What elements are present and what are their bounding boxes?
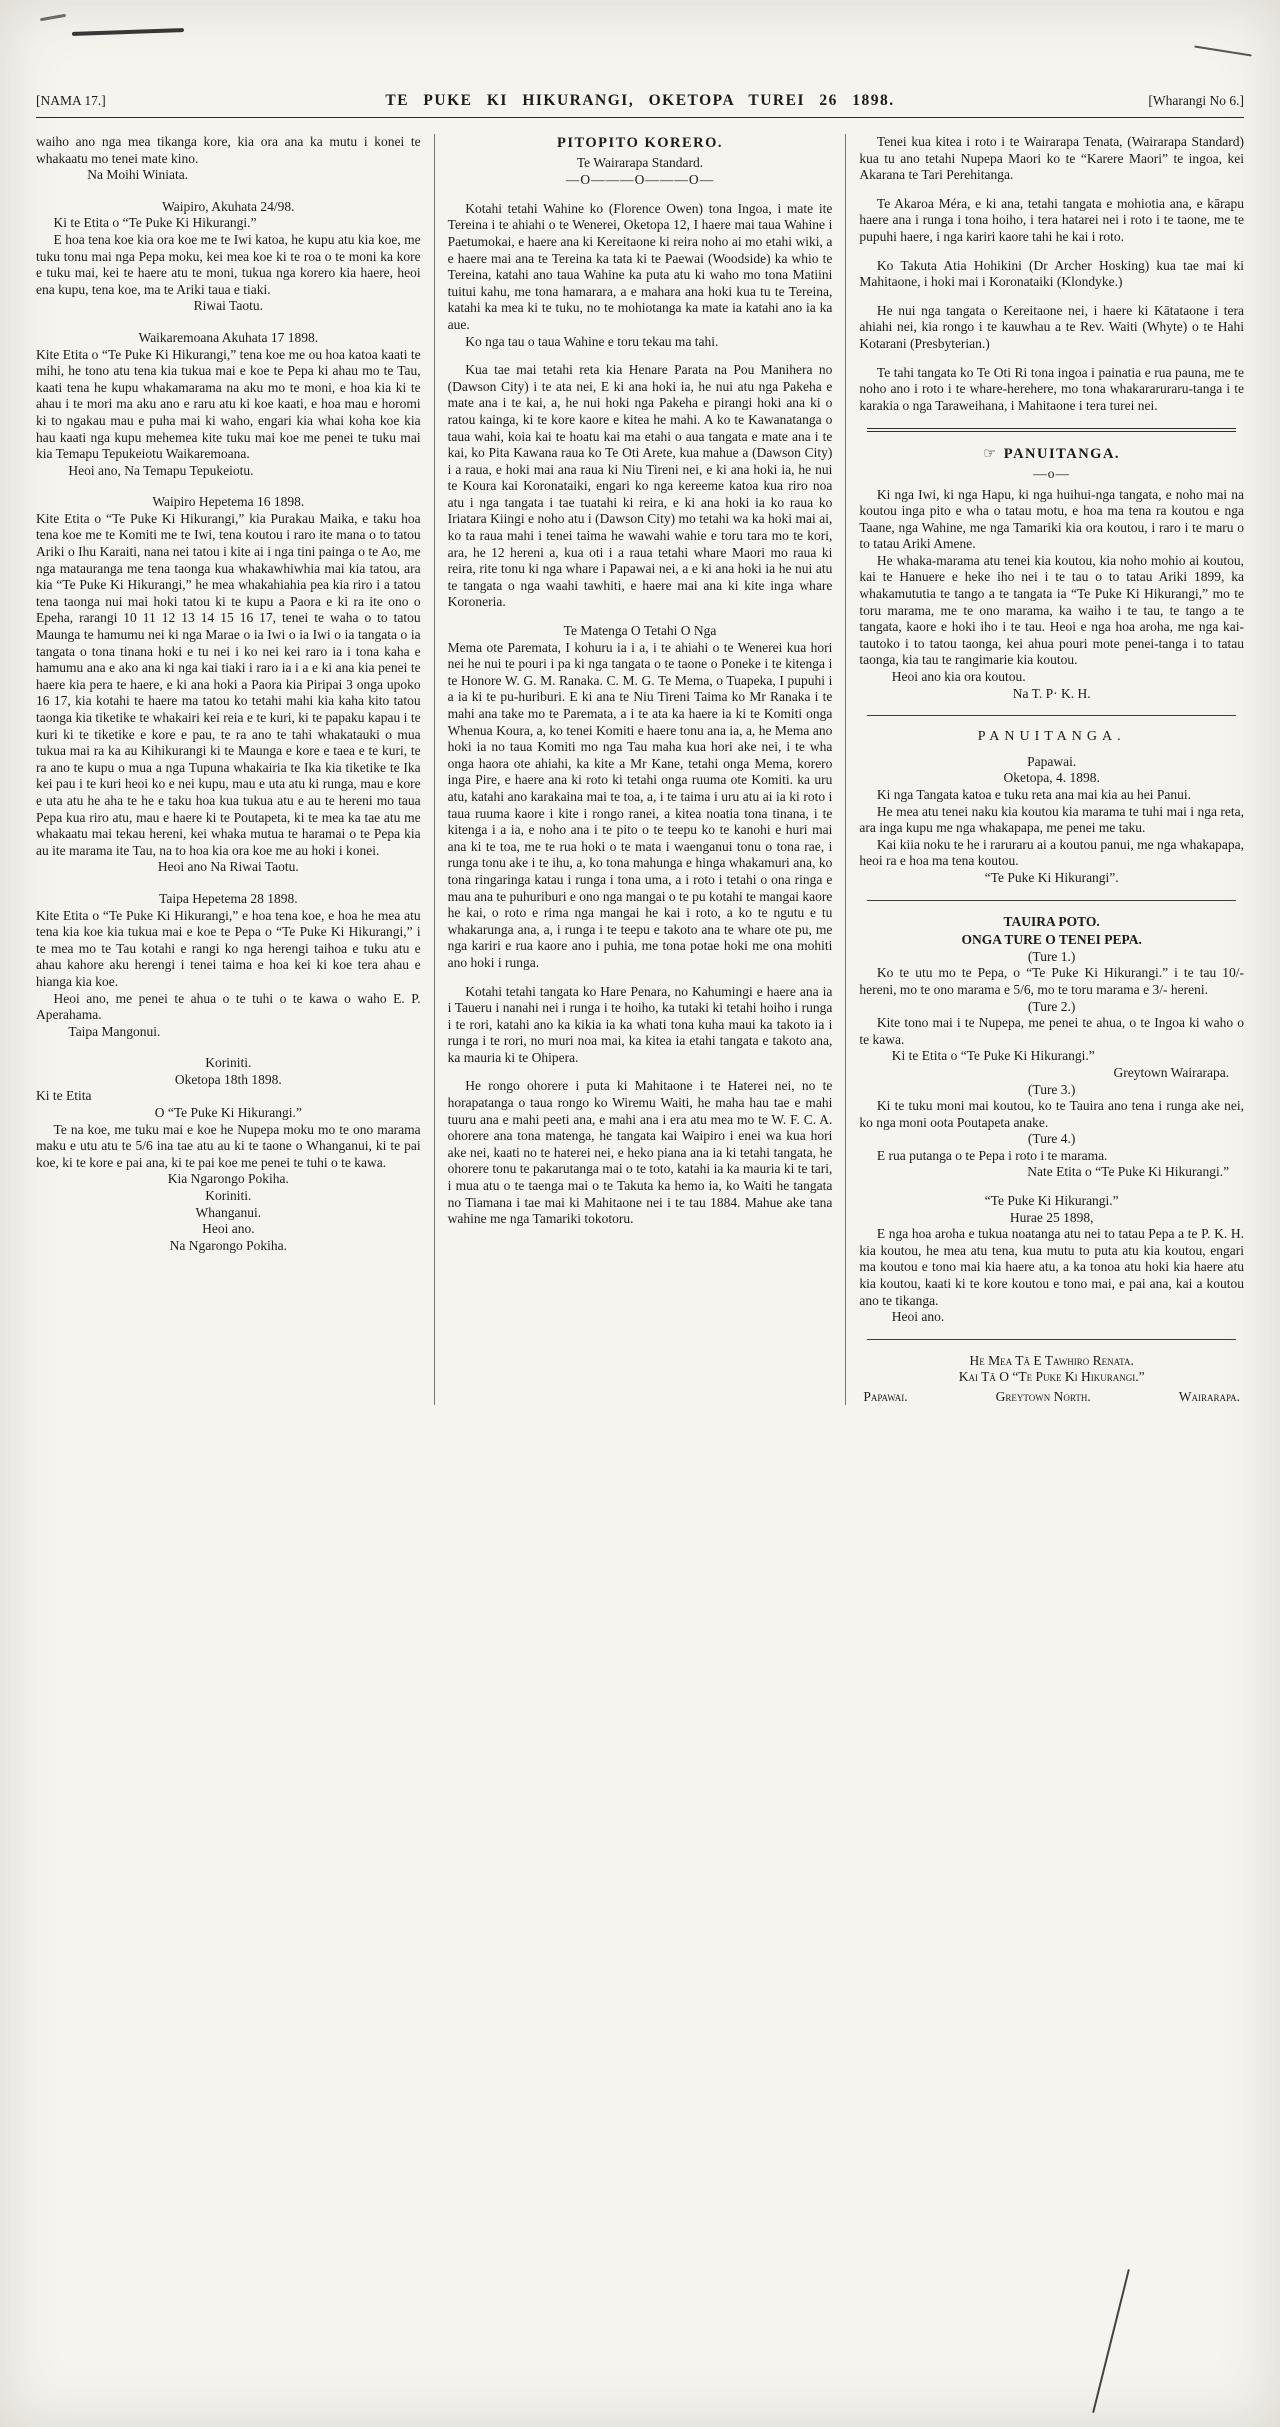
paragraph: He whaka-marama atu tenei kia koutou, kia noho mohio ai koutou, kai te Hanuere e heke iho nei i te tau o to tatau Ariki 1899, ka whakamututia te tango a te tangata ia “Te Puke Ki Hikurangi,” mo te toru marama, me te ono marama, ka waiho i te tau, te tango a te tangata, kaore e hoki iho i te tau. Heoi e nga hoa aroha, me nga kai-tautoko i to tatou taonga, kei ahua pouri mote penei-tanga i to tatau taonga, kia tau te rangimarie kia koutou.	[859, 552, 1245, 668]
columns	[36, 134, 1244, 1405]
dateline: Taipa Hepetema 28 1898.	[159, 890, 298, 906]
paragraph: Kite Etita o “Te Puke Ki Hikurangi,” kia Purakau Maika, e taku hoa tena koe me te Komiti me te Iwi, tena koutou i raro ite mana o to tatou Ariki o Ihu Karaiti, nana nei tatou i kite ai i nga tini painga o te Ao, me nga matauranga me tena taonga kua whakawhiwhia mai kia tatou, ara kia “Te Puke Ki Hikurangi,” he mea whakahiahia pea kia riro i a tatou tena taonga nui mai hoki tatou ki te kupu a Paora e ki ra ite ono o Epeha, rarangi 10 11 12 13 14 15 16 17, tenei te waha o to tatou Maunga te hamumu nei ki nga Marae o ia Iwi o ia Iwi o ia tangata o ia tangata o tona tinana hoki e tu nei i ko nei kei raro ia i tona kaha e hamumu ana e ako ana ki nga kai tiaki i raro ia i a e ki ana kia penei te haere kia pera te haere, e ki ana hoki a Paora kia Piripai 3 onga upoko 16 17, kia kotahi te haere ma tatou ko tetahi mahi kia kaha kito tatou taonga kia tiketike te whakairi kei reia e te kuri, ki te papaku kapau i te kuri ki te tiketike e kore e pau, te ra ano te tahi whakatauki o mua tukua mai ra ka au Kihikurangi ki te Maunga e kore e taea e te kuri, te ra ano te kupu o mua a nga Tupuna whakairia te Ika kia tiketike te Ika kei pau i te kuri heoi ko e nei kupu, mau e uta atu ki runga, mau e kore e uta atu he aha te he e taku hoa kua tukua atu e au te hereni mo taua Pepa kua riro atu, mau e haere ki te Poutapeta, ki te mea ka tae atu me whakaatu mai tekau hereni, kei whaka mutua te haramai o te Pepa kia au ite marama ite Tau, na to hoa kia ora koe me au hoki i konei.	[36, 510, 421, 858]
section-heading-label: PANUITANGA.	[1003, 446, 1121, 463]
paragraph: waiho ano nga mea tikanga kore, kia ora ana ka mutu i konei te whakaatu mo tenei mate kino.	[36, 134, 421, 166]
dateline: Oketopa, 4. 1898.	[1003, 770, 1100, 786]
masthead	[36, 92, 1244, 110]
imprint-line: He Mea Tā E Tawhiro Renata.	[969, 1352, 1134, 1368]
paragraph: Ko te utu mo te Pepa, o “Te Puke Ki Hikurangi.” i te tau 10/- hereni, mo te ono marama e 5/6, mo te toru marama e 3/- hereni.	[859, 965, 1245, 997]
salutation: O “Te Puke Ki Hikurangi.”	[154, 1105, 302, 1121]
dateline: Oketopa 18th 1898.	[174, 1071, 282, 1087]
section-heading: TAUIRA POTO.	[1003, 913, 1100, 929]
paragraph: Kite Etita o “Te Puke Ki Hikurangi,” e hoa tena koe, e hoa he mea atu tena kia koe kia tukua mai e koe te Pepa o “Te Puke Ki Hikurangi,” i te mea mo te Tau kotahi e rangi ko nga herengi taihoa e tuku atu e ahau kahore aku herengi i tenei taima e hoa kei ki koe tera ahau e hianga kia koe.	[36, 907, 421, 989]
column-center	[435, 134, 846, 1405]
ornament-divider: —o—	[1033, 465, 1071, 481]
paragraph: Ki nga Tangata katoa e tuku reta ana mai kia au hei Panui.	[876, 787, 1191, 802]
paragraph: Ki nga Iwi, ki nga Hapu, ki nga huihui-nga tangata, e noho mai na koutou inga pito e wha o tatau motu, e hoa ma tena ra koutou e nga Taane, nga Wahine, me nga Tamariki kia ora koutou, i raro i te maru o to tatau Ariki Amene.	[859, 486, 1245, 552]
scan-artifact	[72, 28, 184, 36]
rule-label: (Ture 4.)	[1027, 1131, 1076, 1147]
section-heading	[859, 446, 1244, 463]
dateline: Waipiro Hepetema 16 1898.	[152, 494, 305, 510]
signature: Heoi ano, Na Temapu Tepukeiotu.	[68, 462, 254, 478]
paragraph: Te tahi tangata ko Te Oti Ri tona ingoa i painatia e rua pauna, me te noho ano i roto i te whare-herehere, mo tona whakararuraru-tanga i te karakia o nga Taraweihana, i Mahitaone i tera turei nei.	[859, 364, 1245, 413]
source-line: Te Wairarapa Standard.	[576, 154, 704, 170]
section-rule	[867, 428, 1236, 432]
paragraph: Mema ote Paremata, I kohuru ia i a, i te ahiahi o te Wenerei kua hori nei he nui te pouri i pa ki nga tangata o te taone o Poneke i te kitenga i te Honore W. G. M. Ranaka. C. M. G. Te Mema, o Tuapeka, I pupuhi i a ia ki te pu-huriburi. E ki ana te Niu Tireni Taima ko Mr Ranaka i te mahi ana take mo te Paremata, a i te ata ka haere ia ki te Komiti onga Whenua Koura, a, ko tenei Komiti e haere tonu ana ia, a, he Mema ano hoki ia no taua Komiti mo nga Tau maha kua hori ake nei, i te wha onga haora ote ahiahi, ka kite a Mr Kane, tetahi onga Mema, korero inga Pire, e haere ana ki roto ki tetahi onga ruuma ote Komiti. ka uru atu, katahi ano karakaina mai te toa, a, i te taima i uru atu ai ia ki roto i taua ruuma kaore i kite i rongo ranei, a kitea noatia tona tinana, i te kitenga i a ia, e noho ana i te pito o te teepu ko te kanohi e huri mai ana ki te toa, me te rua hoki o te mata i waenganui tonu o tona rae, i runga tonu ake i te ihu, a, ko tona mahunga e hinga whakamuri ana, ko tona ringaringa katau i runga i tona uma, a i roto i tetahi o ona ringa e mau ana te puhuriburi e ono nga mangai o te pu kotahi te mangai kaore he kai, o roto e rima nga mangai he kai i roto, a ko te ngutu e tu whakarunga ana, a, i runga i te teepu e takoto ana te whare ote pu, me nga kariri e rua kaore ano i puhia, me tona potae hoki me ona mohiti ano hoki i runga.	[447, 639, 833, 970]
section-rule	[867, 715, 1236, 716]
scan-artifact	[1194, 45, 1252, 56]
pointing-hand-icon: ☞	[983, 446, 998, 463]
imprint-line: Kai Tā O “Te Puke Ki Hikurangi.”	[958, 1369, 1145, 1385]
dateline: Hurae 25 1898,	[1009, 1209, 1094, 1225]
section-subheading: ONGA TURE O TENEI PEPA.	[961, 932, 1142, 948]
paragraph: Kua tae mai tetahi reta kia Henare Parata na Pou Manihera no (Dawson City) i te ata nei, E ki ana hoki ia, he nui atu nga Pakeha e mate ana i te kai, a, he nui hoki nga Pakeha e pirangi hoki ana ki o ratou kainga, ki te kore kaore e kitea he mahi. A ko te Kawanatanga o taua wahi, koia kai te hoatu kai ma etahi o aua tangata e mate ana i te kai, ko Pita Kawana raua ko Te Oti Arete, kua mahue a (Dawson City) i a raua, e hoki mai ana raua ki Niu Tireni nei, e ki ana hoki ia, he nui te Koura kai Koronataiki, engari ko nga kereeme katoa kua riro noa atu i nga tangata i tae tuatahi ki reira, e ki ana hoki ia ko raua ko Iriatara Kiingi e noho atu i (Dawson City) mo tetahi wa ka hoki mai ai, ko ta raua mahi i tenei taima he wawahi wahie e toru tara mo te kori, ara, he 12 hereni a, kua oti i a raua tetahi whare Maori mo raua ki reira, rite tonu ki nga whare i Papawai nei, a e ki ana hoki ia he nui atu te tangata o nga waahi tawhiti, e haere mai ana ki kite inga whare Koroneria.	[447, 362, 833, 610]
signature: Na T. P· K. H.	[1012, 685, 1091, 701]
salutation: Ki te Etita	[36, 1088, 92, 1104]
paragraph: E nga hoa aroha e tukua noatanga atu nei to tatau Pepa a te P. K. H. kia koutou, he mea atu tena, kua mutu to puta atu kia koutou, engari ma koutou e tono mai kia haere atu, a ka tonoa atu hoki kia haere atu kia koutou, kaati ki te kore koutou e tono mai, e pai ana, kai a koutou ano te tikanga.	[859, 1226, 1245, 1308]
issue-number: [NAMA 17.]	[36, 93, 106, 108]
address-line: Ki te Etita o “Te Puke Ki Hikurangi.”	[891, 1048, 1095, 1064]
notice-heading: “Te Puke Ki Hikurangi.”	[984, 1193, 1119, 1209]
paragraph: Te na koe, me tuku mai e koe he Nupepa moku mo te ono marama maku e utu atu te 5/6 ina tae atu au ki te taone o Whanganui, ki te pai koe, ki te kore e pai ana, ki te pai koe me penei te tuhi o te kawa.	[36, 1121, 421, 1170]
address-line: Heoi ano.	[202, 1221, 255, 1237]
column-left	[36, 134, 434, 1405]
paragraph: Kai kiia noku te he i raruraru ai a koutou panui, me nga whakapapa, heoi ra e hoa ma tena koutou.	[859, 836, 1245, 869]
signature: Heoi ano Na Riwai Taotu.	[157, 859, 299, 875]
signature: Riwai Taotu.	[193, 298, 263, 314]
signature: Na Ngarongo Pokiha.	[169, 1237, 288, 1253]
paragraph: E rua putanga o te Pepa i roto i te marama.	[876, 1147, 1108, 1163]
paragraph: Heoi ano, me penei te ahua o te tuhi o te kawa o waho E. P. Aperahama.	[36, 990, 421, 1023]
rule-label: (Ture 1.)	[1027, 948, 1076, 964]
rule-label: (Ture 2.)	[1027, 998, 1076, 1014]
signature: Na Moihi Winiata.	[87, 167, 189, 183]
place-line: Papawai.	[1027, 753, 1077, 769]
address-line: Kia Ngarongo Pokiha.	[167, 1171, 289, 1187]
dateline: Koriniti.	[205, 1055, 252, 1071]
dateline: Waikaremoana Akuhata 17 1898.	[138, 329, 319, 345]
address-line: Greytown Wairarapa.	[1113, 1064, 1230, 1080]
closing-line: Heoi ano.	[891, 1309, 945, 1325]
closing-line: Heoi ano kia ora koutou.	[891, 669, 1026, 685]
scan-artifact	[40, 14, 66, 21]
section-heading: PANUITANGA.	[977, 729, 1126, 745]
address-line: Koriniti.	[205, 1188, 252, 1204]
section-rule	[867, 900, 1236, 901]
masthead-rule	[36, 117, 1244, 118]
imprint-place: Papawai.	[863, 1389, 908, 1404]
imprint-place: Greytown North.	[995, 1389, 1091, 1404]
page-number: [Wharangi No 6.]	[1148, 93, 1244, 108]
scan-artifact	[1092, 2269, 1130, 2413]
paragraph: He mea atu tenei naku kia koutou kia marama te tuhi mai i nga reta, ara inga kupu me nga whakapapa, me penei me taku.	[859, 803, 1245, 836]
dateline: Waipiro, Akuhata 24/98.	[162, 198, 295, 214]
section-rule	[867, 1339, 1236, 1340]
paragraph: E hoa tena koe kia ora koe me te Iwi katoa, he kupu atu kia koe, me tuku tonu mai nga Pepa moku, kei mea koe ki te roa o te moni ka kore e tuku mai, kei te haere atu te moni, tukua nga korero kia haere, heoi ena kupu, tena koe, ma te Ariki taua e tiaki.	[36, 231, 421, 297]
paragraph: He rongo ohorere i puta ki Mahitaone i te Haterei nei, no te horapatanga o taua rongo ko Wiremu Waiti, he maha hau tae e mahi tuuru ana e mahi peeti ana, e mahi ana i era atu mea mo te W. F. C. A. ohorere ana tona matenga, he tangata kai Waipiro i enei wa kua hori ake nei, kaati no te haterei nei, e heko piana ana ia ki tetahi tangata, he ohorere tonu te pakarutanga mai o te toto, katahi ia ka mauria ki te tari, i mua atu o te taenga mai o te Takuta ka hemo ia, ko Waiti he tangata no Tiamana i tae mai ki Mahitaone nei i te tau 1884. Mahue ake tana wahine me nga Tamariki tokotoru.	[447, 1078, 833, 1227]
signature: Nate Etita o “Te Puke Ki Hikurangi.”	[1027, 1164, 1230, 1180]
section-heading: PITOPITO KORERO.	[556, 135, 724, 151]
rule-label: (Ture 3.)	[1027, 1081, 1076, 1097]
imprint-location-line	[859, 1389, 1244, 1405]
paragraph: Kite tono mai i te Nupepa, me penei te ahua, o te Ingoa ki waho o te kawa.	[859, 1015, 1245, 1047]
paragraph: Ko nga tau o taua Wahine e toru tekau ma tahi.	[465, 333, 719, 349]
paragraph: Te Akaroa Méra, e ki ana, tetahi tangata e mohiotia ana, e kārapu haere ana i runga i tona hoiho, i tera hatarei nei i roto i te taone, me te pupuhi haere, i nga kariri kaore tahi he kai i roto.	[859, 195, 1245, 244]
ornament-divider: —O———O———O—	[565, 172, 715, 188]
signature: “Te Puke Ki Hikurangi”.	[984, 869, 1119, 885]
paragraph: Ki te tuku moni mai koutou, ko te Tauira ano tena i runga ake nei, ko nga moni oota Poutapeta anake.	[859, 1098, 1245, 1130]
paragraph: Ko Takuta Atia Hohikini (Dr Archer Hosking) kua tae mai ki Mahitaone, i hoki mai i Koronataiki (Klondyke.)	[859, 257, 1245, 290]
newspaper-title: TE PUKE KI HIKURANGI, OKETOPA TUREI 26 1898.	[385, 92, 895, 109]
article-heading: Te Matenga O Tetahi O Nga	[563, 623, 717, 639]
paragraph: Kotahi tetahi Wahine ko (Florence Owen) tona Ingoa, i mate ite Tereina i te ahiahi o te Wenerei, Oketopa 12, I haere mai taua Wahine i Paetumokai, e haere ana ki Kereitaone ki reira noho ai mo etahi wiki, a e haere mai ana te Tereina ka tata ki te Paewai (Woodside) ka whio te Tereina, katahi ano taua Wahine ka puta atu ki waho mo tona Matiini tuitui kahu, me tona hamarara, a e mahara ana hoki kua tu te Tereina, katahi ka mea ki te tuku, no te mohiotanga ka mate ia katahi ano ia ka aue.	[447, 200, 833, 332]
salutation: Ki te Etita o “Te Puke Ki Hikurangi.”	[53, 215, 257, 231]
paragraph: He nui nga tangata o Kereitaone nei, i haere ki Kātataone i tera ahiahi nei, kia rongo i te kauwhau a te Rev. Waiti (Whyte) o te Hahi Kotarani (Presbyterian.)	[859, 302, 1245, 351]
paragraph: Tenei kua kitea i roto i te Wairarapa Tenata, (Wairarapa Standard) kua tu ano tetahi Nupepa Maori ko te “Karere Maori” te ingoa, kei Akarana te Tari Perehitanga.	[859, 134, 1245, 183]
paragraph: Kotahi tetahi tangata ko Hare Penara, no Kahumingi e haere ana ia i Taueru i nanahi nei i runga i te hoiho, ka tutaki ki tetahi hoiho i runga i te rori, katahi ano ka kikia ia ka whati tona kuha maui ka takoto ia i runga i te rori, no muri noa mai, ka kitea ia etahi tangata e takoto ana, ka mauria ki te Ohipera.	[447, 983, 833, 1065]
paragraph: Kite Etita o “Te Puke Ki Hikurangi,” tena koe me ou hoa katoa kaati te mihi, he tono atu tena kia tukua mai e koe te Pepa ki ahau mo te Tau, kaati tena he kupu whakamarama na aku mo te moni, e hoa kia ki te ahau i te mori ma aku ano e raru atu ki koe kaati, e hoa mau e horomi ki to ngakau mau e puha mai ki waho, engari kia whai koha koe kia hau kaati nga kupu mehemea kite tuku mai koe me penei te tuku mai kia Temapu Tepukeiotu Waikaremoana.	[36, 346, 421, 462]
signature: Taipa Mangonui.	[68, 1023, 161, 1039]
address-line: Whanganui.	[195, 1204, 262, 1220]
imprint-place: Wairarapa.	[1178, 1389, 1241, 1404]
column-right	[846, 134, 1244, 1405]
